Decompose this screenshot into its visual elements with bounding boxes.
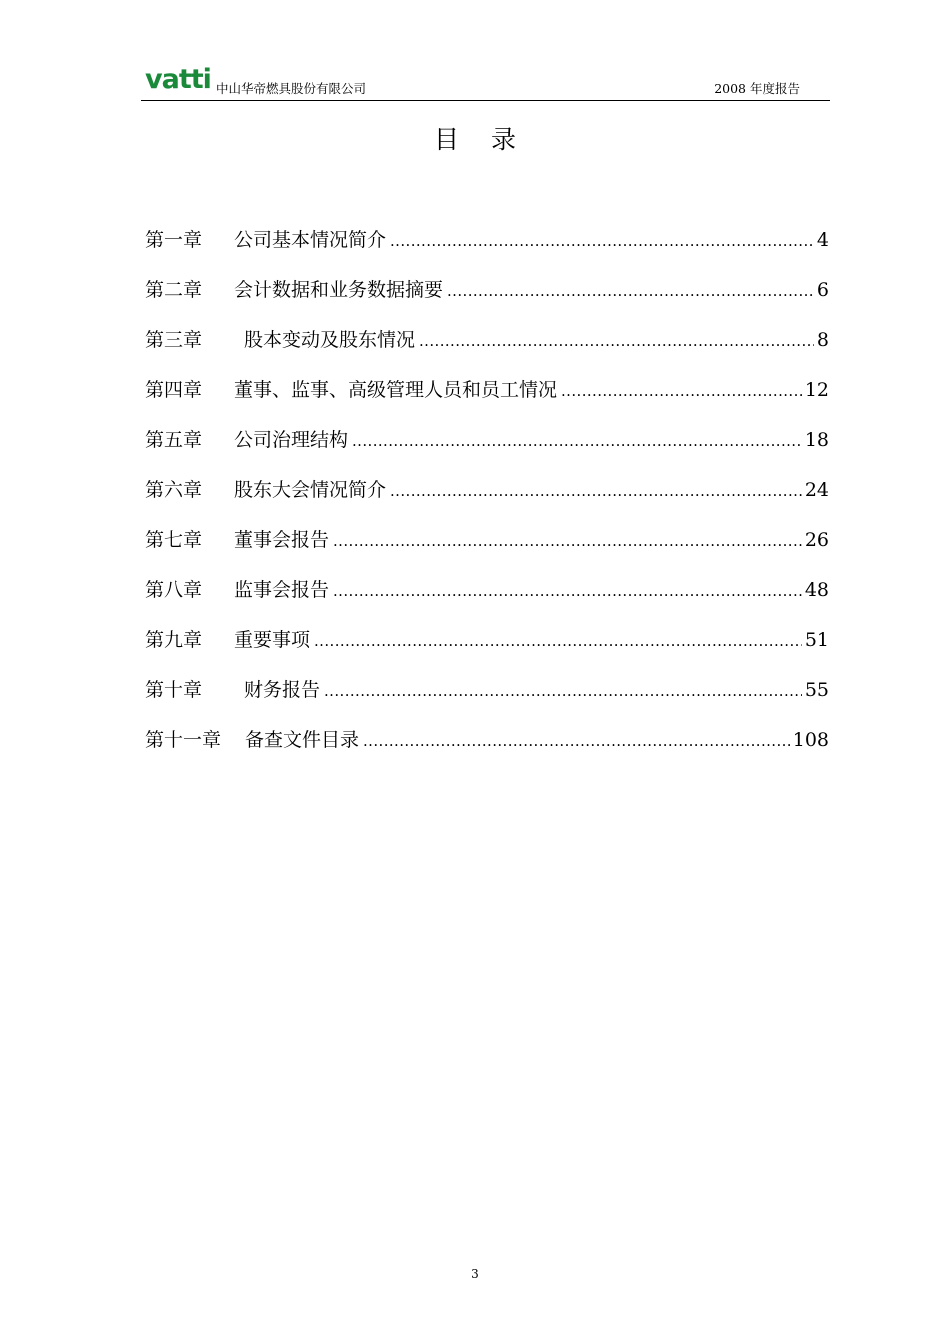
toc-chapter: 第十一章 <box>145 729 222 751</box>
report-title: 2008 年度报告 <box>714 81 800 96</box>
toc-leader-dots <box>352 426 802 456</box>
toc-entry-8[interactable] <box>145 575 829 625</box>
toc-title: 公司治理结构 <box>234 429 349 451</box>
toc-page-number: 8 <box>816 329 829 351</box>
toc-entry-10[interactable] <box>145 675 829 725</box>
toc-leader-dots <box>333 576 802 606</box>
toc-title: 备查文件目录 <box>245 729 360 751</box>
toc-page-number: 51 <box>804 629 829 651</box>
toc-chapter: 第三章 <box>145 329 203 351</box>
toc-page-number: 48 <box>804 579 829 601</box>
toc-entry-3[interactable] <box>145 325 829 375</box>
toc-entry-6[interactable] <box>145 475 829 525</box>
toc-title: 公司基本情况简介 <box>234 229 387 251</box>
vatti-logo: vatti <box>145 64 211 95</box>
toc-chapter: 第六章 <box>145 479 203 501</box>
toc-chapter: 第五章 <box>145 429 203 451</box>
toc-entry-4[interactable] <box>145 375 829 425</box>
toc-page-number: 108 <box>792 729 829 751</box>
toc-title: 股东大会情况简介 <box>234 479 387 501</box>
toc-leader-dots <box>314 626 802 656</box>
toc-title: 董事会报告 <box>234 529 330 551</box>
toc-page-number: 4 <box>816 229 829 251</box>
toc-leader-dots <box>324 676 802 706</box>
toc-title: 监事会报告 <box>234 579 330 601</box>
toc-entry-9[interactable] <box>145 625 829 675</box>
toc-page-number: 18 <box>804 429 829 451</box>
toc-chapter: 第二章 <box>145 279 203 301</box>
page-title: 目 录 <box>434 125 528 154</box>
toc-page-number: 12 <box>804 379 829 401</box>
toc-page-number: 24 <box>804 479 829 501</box>
toc-title: 财务报告 <box>244 679 321 701</box>
toc-leader-dots <box>561 376 802 406</box>
table-of-contents <box>145 225 829 775</box>
toc-title: 重要事项 <box>234 629 311 651</box>
toc-chapter: 第一章 <box>145 229 203 251</box>
toc-leader-dots <box>447 276 814 306</box>
page-header <box>141 62 830 101</box>
toc-entry-11[interactable] <box>145 725 829 775</box>
toc-chapter: 第九章 <box>145 629 203 651</box>
toc-entry-2[interactable] <box>145 275 829 325</box>
toc-title: 股本变动及股东情况 <box>244 329 416 351</box>
toc-page-number: 55 <box>804 679 829 701</box>
page-number: 3 <box>471 1267 479 1281</box>
toc-entry-1[interactable] <box>145 225 829 275</box>
toc-chapter: 第十章 <box>145 679 203 701</box>
toc-leader-dots <box>390 476 802 506</box>
toc-title: 董事、监事、高级管理人员和员工情况 <box>234 379 558 401</box>
toc-leader-dots <box>390 226 814 256</box>
toc-chapter: 第四章 <box>145 379 203 401</box>
toc-entry-7[interactable] <box>145 525 829 575</box>
toc-page-number: 26 <box>804 529 829 551</box>
toc-leader-dots <box>333 526 802 556</box>
toc-chapter: 第八章 <box>145 579 203 601</box>
toc-page-number: 6 <box>816 279 829 301</box>
toc-entry-5[interactable] <box>145 425 829 475</box>
toc-leader-dots <box>419 326 814 356</box>
toc-title: 会计数据和业务数据摘要 <box>234 279 444 301</box>
toc-chapter: 第七章 <box>145 529 203 551</box>
toc-leader-dots <box>363 726 790 756</box>
company-name: 中山华帝燃具股份有限公司 <box>216 81 367 96</box>
